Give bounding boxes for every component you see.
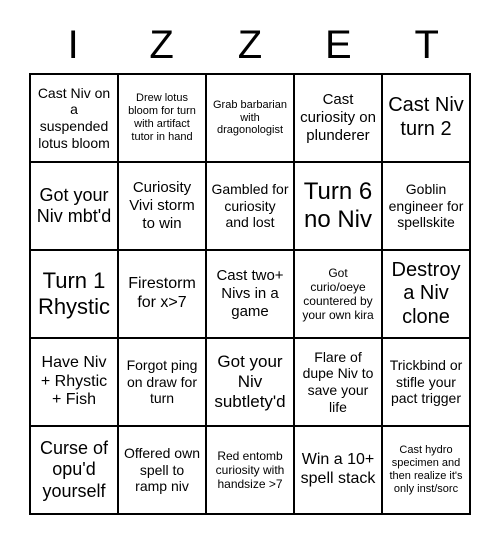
header-letter-3: Z bbox=[237, 23, 263, 67]
bingo-cell-1-4[interactable]: Cast curiosity on plunderer bbox=[294, 74, 382, 162]
bingo-cell-2-2[interactable]: Curiosity Vivi storm to win bbox=[118, 162, 206, 250]
bingo-cell-4-5[interactable]: Trickbind or stifle your pact trigger bbox=[382, 338, 470, 426]
bingo-cell-3-4[interactable]: Got curio/oeye countered by your own kira bbox=[294, 250, 382, 338]
header-letter-2: Z bbox=[149, 23, 174, 67]
bingo-header bbox=[29, 20, 471, 70]
bingo-cell-1-3[interactable]: Grab barbarian with dragonologist bbox=[206, 74, 294, 162]
bingo-card bbox=[29, 73, 471, 515]
bingo-cell-2-5[interactable]: Goblin engineer for spellskite bbox=[382, 162, 470, 250]
header-letter-1: I bbox=[67, 23, 79, 67]
bingo-cell-2-1[interactable]: Got your Niv mbt'd bbox=[30, 162, 118, 250]
bingo-cell-5-3[interactable]: Red entomb curiosity with handsize >7 bbox=[206, 426, 294, 514]
bingo-cell-2-3[interactable]: Gambled for curiosity and lost bbox=[206, 162, 294, 250]
bingo-cell-4-2[interactable]: Forgot ping on draw for turn bbox=[118, 338, 206, 426]
bingo-cell-1-2[interactable]: Drew lotus bloom for turn with artifact tutor in hand bbox=[118, 74, 206, 162]
header-letter-4: E bbox=[325, 23, 352, 67]
header-letter-5: T bbox=[414, 23, 439, 67]
bingo-cell-3-5[interactable]: Destroy a Niv clone bbox=[382, 250, 470, 338]
bingo-cell-5-4[interactable]: Win a 10+ spell stack bbox=[294, 426, 382, 514]
bingo-cell-5-5[interactable]: Cast hydro specimen and then realize it's only inst/sorc bbox=[382, 426, 470, 514]
bingo-cell-2-4[interactable]: Turn 6 no Niv bbox=[294, 162, 382, 250]
bingo-cell-4-3[interactable]: Got your Niv subtlety'd bbox=[206, 338, 294, 426]
bingo-cell-3-1[interactable]: Turn 1 Rhystic bbox=[30, 250, 118, 338]
bingo-cell-1-1[interactable]: Cast Niv on a suspended lotus bloom bbox=[30, 74, 118, 162]
bingo-cell-4-4[interactable]: Flare of dupe Niv to save your life bbox=[294, 338, 382, 426]
bingo-cell-3-2[interactable]: Firestorm for x>7 bbox=[118, 250, 206, 338]
bingo-cell-3-3[interactable]: Cast two+ Nivs in a game bbox=[206, 250, 294, 338]
bingo-cell-4-1[interactable]: Have Niv + Rhystic + Fish bbox=[30, 338, 118, 426]
bingo-cell-5-2[interactable]: Offered own spell to ramp niv bbox=[118, 426, 206, 514]
bingo-cell-1-5[interactable]: Cast Niv turn 2 bbox=[382, 74, 470, 162]
bingo-cell-5-1[interactable]: Curse of opu'd yourself bbox=[30, 426, 118, 514]
